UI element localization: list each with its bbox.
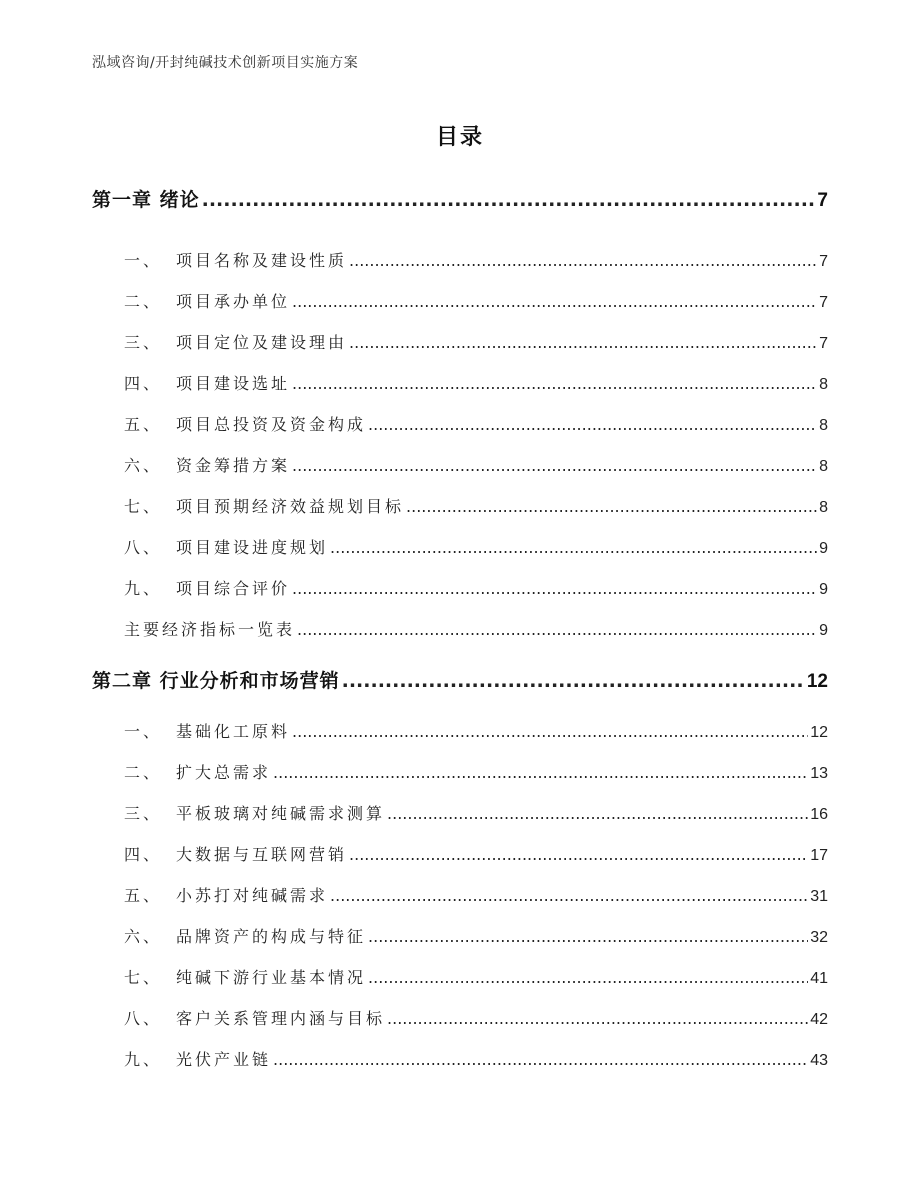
dot-leader [349,251,817,270]
dot-leader [292,456,817,475]
toc-entry-text: 纯碱下游行业基本情况 [176,968,367,987]
dot-leader [292,292,817,311]
toc-entry-number: 一、 [124,722,163,741]
toc-entry-text: 平板玻璃对纯碱需求测算 [176,804,386,823]
toc-entry-text: 项目定位及建设理由 [176,333,348,352]
toc-page-number: 8 [819,417,828,434]
toc-chapter-entry[interactable] [92,666,828,693]
toc-section-entry[interactable] [124,494,828,517]
toc-entry-label [124,760,271,783]
toc-page-number: 9 [819,622,828,639]
toc-entry-text: 主要经济指标一览表 [124,620,296,639]
toc-entry-label [92,666,340,693]
toc-page-number: 7 [819,253,828,270]
toc-entry-number: 三、 [124,333,163,352]
toc-page-number: 9 [819,540,828,557]
toc-entry-text: 项目预期经济效益规划目标 [176,497,405,516]
toc-page-number: 17 [810,847,828,864]
toc-entry-label [124,494,404,517]
toc-entry-label [124,1047,271,1070]
toc-entry-number: 二、 [124,763,163,782]
dot-leader [292,579,817,598]
toc-section-entry[interactable] [124,330,828,353]
dot-leader [387,804,808,823]
toc-entry-label [124,842,347,865]
toc-section-entry[interactable] [124,1047,828,1070]
toc-chapter-entry[interactable] [92,185,828,212]
toc-section-entry[interactable] [124,719,828,742]
dot-leader [297,620,817,639]
toc-entry-text: 项目综合评价 [176,579,291,598]
toc-entry-number: 九、 [124,579,163,598]
toc-section-entry[interactable] [124,453,828,476]
toc-entry-text: 资金筹措方案 [176,456,291,475]
toc-entry-number: 九、 [124,1050,163,1069]
toc-entry-text: 项目名称及建设性质 [176,251,348,270]
toc-page-number: 41 [810,970,828,987]
toc-entry-number: 五、 [124,886,163,905]
toc-entry-label [124,576,290,599]
toc-entry-number: 八、 [124,1009,163,1028]
dot-leader [330,886,808,905]
toc-title: 目录 [435,125,484,150]
toc-entry-label [124,924,366,947]
toc-page-number: 12 [806,671,828,692]
toc-entry-number: 二、 [124,292,163,311]
toc-entry-text: 扩大总需求 [176,763,272,782]
toc-section-entry[interactable] [124,371,828,394]
dot-leader [368,968,808,987]
toc-section-entry[interactable] [124,289,828,312]
toc-section-entry[interactable] [124,535,828,558]
toc-entry-number: 五、 [124,415,163,434]
toc-page-number: 7 [817,190,828,211]
dot-leader [349,333,817,352]
toc-entry-label [124,412,366,435]
toc-entry-number: 六、 [124,927,163,946]
toc-section-entry[interactable] [124,576,828,599]
toc-entry-label [92,185,200,212]
toc-section-entry[interactable] [124,883,828,906]
toc-page-number: 43 [810,1052,828,1069]
toc-entry-label [124,719,290,742]
dot-leader [342,670,805,692]
toc-page-number: 42 [810,1011,828,1028]
toc-entry-text: 第二章 行业分析和市场营销 [92,670,340,692]
toc-entry-number: 七、 [124,497,163,516]
toc-section-entry[interactable] [124,617,828,640]
toc-entry-label [124,289,290,312]
toc-entry-text: 项目承办单位 [176,292,291,311]
dot-leader [292,722,808,741]
toc-entry-text: 项目建设进度规划 [176,538,329,557]
dot-leader [202,189,816,211]
toc-section-entry[interactable] [124,842,828,865]
toc-entry-number: 六、 [124,456,163,475]
toc-entry-number: 七、 [124,968,163,987]
toc-entry-text: 基础化工原料 [176,722,291,741]
dot-leader [273,763,808,782]
toc-section-entry[interactable] [124,924,828,947]
dot-leader [368,927,808,946]
toc-entry-label [124,801,385,824]
toc-entry-label [124,965,366,988]
toc-entry-label [124,453,290,476]
dot-leader [292,374,817,393]
toc-entry-text: 光伏产业链 [176,1050,272,1069]
toc-entry-label [124,330,347,353]
toc-entry-text: 大数据与互联网营销 [176,845,348,864]
toc-entry-text: 品牌资产的构成与特征 [176,927,367,946]
dot-leader [273,1050,808,1069]
toc-entry-label [124,535,328,558]
dot-leader [368,415,817,434]
toc-page-number: 7 [819,335,828,352]
toc-section-entry[interactable] [124,412,828,435]
toc-page-number: 31 [810,888,828,905]
toc-page-number: 32 [810,929,828,946]
toc-entry-text: 客户关系管理内涵与目标 [176,1009,386,1028]
running-header: 泓域咨询/开封纯碱技术创新项目实施方案 [92,55,359,71]
toc-page-number: 7 [819,294,828,311]
toc-entry-text: 项目建设选址 [176,374,291,393]
toc-entry-number: 三、 [124,804,163,823]
toc-page-number: 8 [819,376,828,393]
toc-entry-number: 八、 [124,538,163,557]
toc-page-number: 8 [819,499,828,516]
toc-entry-number: 四、 [124,374,163,393]
toc-entry-number: 一、 [124,251,163,270]
dot-leader [387,1009,808,1028]
toc-entry-label [124,248,347,271]
toc-section-entry[interactable] [124,248,828,271]
toc-entry-label [124,617,295,640]
toc-entry-label [124,371,290,394]
toc-page-number: 8 [819,458,828,475]
toc-page-number: 12 [810,724,828,741]
toc-entry-text: 第一章 绪论 [92,189,200,211]
toc-entry-text: 项目总投资及资金构成 [176,415,367,434]
toc-entry-label [124,883,328,906]
dot-leader [349,845,808,864]
toc-page-number: 13 [810,765,828,782]
dot-leader [406,497,817,516]
toc-entry-text: 小苏打对纯碱需求 [176,886,329,905]
toc-page-number: 9 [819,581,828,598]
toc-section-entry[interactable] [124,760,828,783]
dot-leader [330,538,817,557]
toc-page-number: 16 [810,806,828,823]
toc-entry-label [124,1006,385,1029]
toc-section-entry[interactable] [124,1006,828,1029]
toc-entry-number: 四、 [124,845,163,864]
toc-section-entry[interactable] [124,965,828,988]
toc-section-entry[interactable] [124,801,828,824]
